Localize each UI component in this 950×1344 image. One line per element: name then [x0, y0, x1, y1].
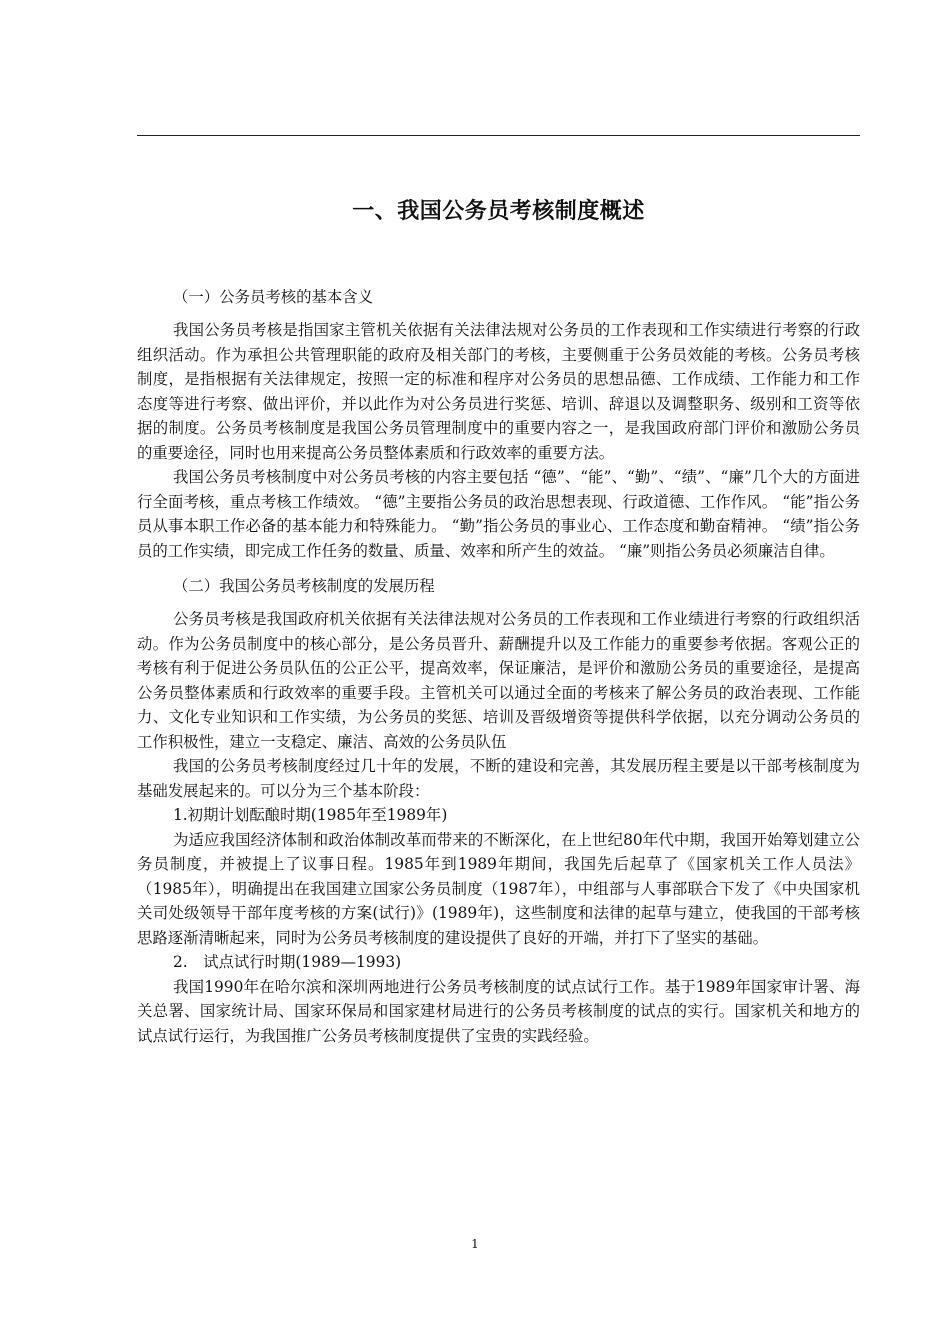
- paragraph: 公务员考核是我国政府机关依据有关法律法规对公务员的工作表现和工作业绩进行考察的行政组织活动。作为公务员制度中的核心部分，是公务员晋升、薪酬提升以及工作能力的重要参考依据。客观公正的考核有利于促进公务员队伍的公正公平，提高效率，保证廉洁，是评价和激励公务员的重要途径，是提高公务员整体素质和行政效率的重要手段。主管机关可以通过全面的考核来了解公务员的政治表现、工作能力、文化专业知识和工作实绩，为公务员的奖惩、培训及晋级增资等提供科学依据，以充分调动公务员的工作积极性，建立一支稳定、廉洁、高效的公务员队伍: [137, 610, 860, 751]
- document-body: [137, 282, 860, 1048]
- phase-heading-planning: 1.初期计划酝酿时期(1985年至1989年): [173, 806, 448, 824]
- phase-heading-pilot: 2. 试点试行时期(1989—1993): [173, 953, 402, 971]
- section-heading-history: （二）我国公务员考核制度的发展历程: [173, 577, 435, 595]
- paragraph: 我国公务员考核是指国家主管机关依据有关法律法规对公务员的工作表现和工作实绩进行考察的行政组织活动。作为承担公共管理职能的政府及相关部门的考核，主要侧重于公务员效能的考核。公务员考核制度，是指根据有关法律规定，按照一定的标准和程序对公务员的思想品德、工作成绩、工作能力和工作态度等进行考察、做出评价，并以此作为对公务员进行奖惩、培训、辞退以及调整职务、级别和工资等依据的制度。公务员考核制度是我国公务员管理制度中的重要内容之一，是我国政府部门评价和激励公务员的重要途径，同时也用来提高公务员整体素质和行政效率的重要方法。: [137, 321, 860, 462]
- header-rule: [137, 135, 860, 136]
- paragraph: 我国1990年在哈尔滨和深圳两地进行公务员考核制度的试点试行工作。基于1989年国家审计署、海关总署、国家统计局、国家环保局和国家建材局进行的公务员考核制度的试点的实行。国家机关和地方的试点试行运行，为我国推广公务员考核制度提供了宝贵的实践经验。: [137, 977, 860, 1045]
- section-heading-basic-meaning: （一）公务员考核的基本含义: [173, 288, 374, 306]
- paragraph: 我国的公务员考核制度经过几十年的发展，不断的建设和完善，其发展历程主要是以干部考核制度为基础发展起来的。可以分为三个基本阶段：: [137, 757, 860, 800]
- page-number: 1: [471, 1237, 479, 1251]
- page-title: 一、我国公务员考核制度概述: [352, 199, 645, 224]
- paragraph: 为适应我国经济体制和政治体制改革而带来的不断深化，在上世纪80年代中期，我国开始筹划建立公务员制度，并被提上了议事日程。1985年到1989年期间，我国先后起草了《国家机关工作人员法》（1985年），明确提出在我国建立国家公务员制度（1987年），中组部与人事部联合下发了《中央国家机关司处级领导干部年度考核的方案(试行)》(1989年)，这些制度和法律的起草与建立，使我国的干部考核思路逐渐清晰起来，同时为公务员考核制度的建设提供了良好的开端，并打下了坚实的基础。: [137, 830, 860, 947]
- paragraph: 我国公务员考核制度中对公务员考核的内容主要包括 “德”、“能”、“勤”、“绩”、“廉”几个大的方面进行全面考核，重点考核工作绩效。 “德”主要指公务员的政治思想表现、行政道德、工作作风。 “能”指公务员从事本职工作必备的基本能力和特殊能力。 “勤”指公务员的事业心、工作态度和勤奋精神。 “绩”指公务员的工作实绩，即完成工作任务的数量、质量、效率和所产生的效益。 “廉”则指公务员必须廉洁自律。: [137, 468, 860, 560]
